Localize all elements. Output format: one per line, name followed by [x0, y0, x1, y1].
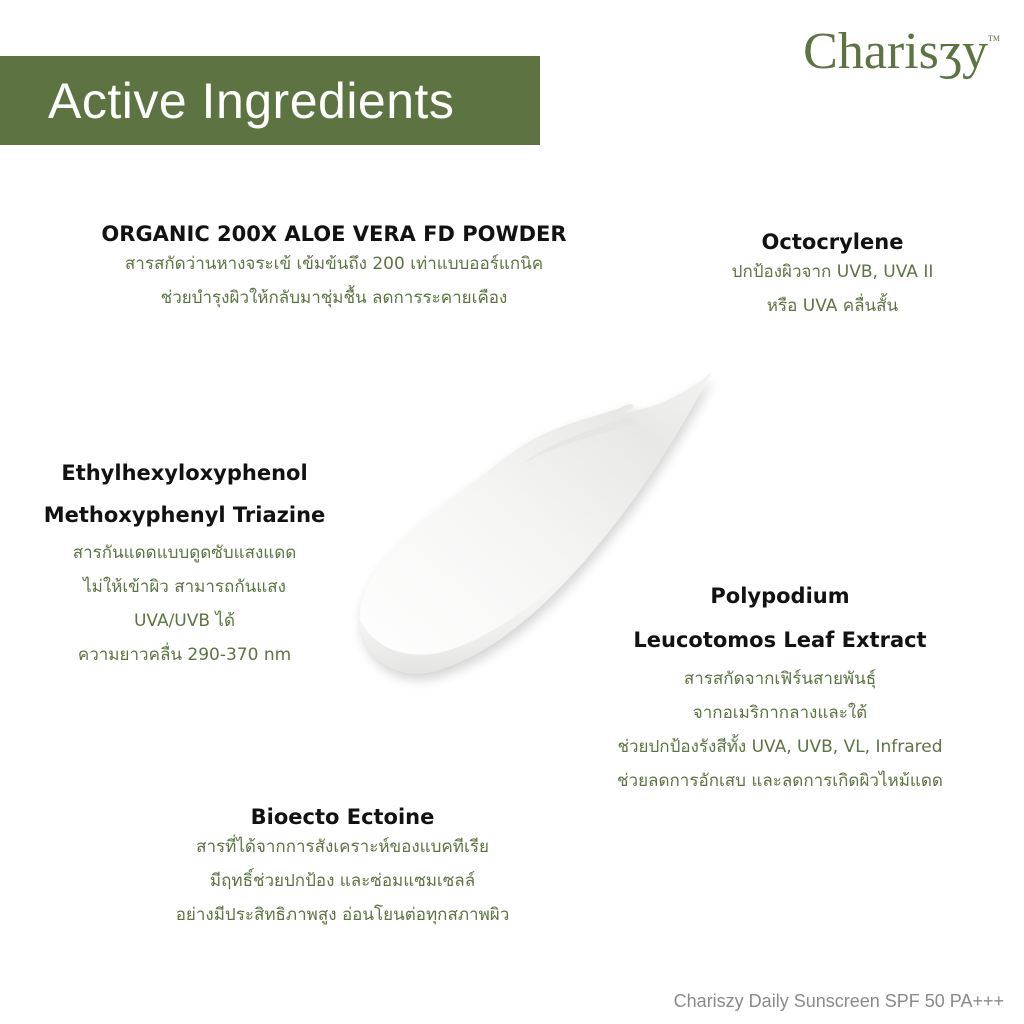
trademark-mark: TM: [988, 34, 1000, 43]
ingredient-description: [22, 536, 347, 672]
ingredient-octocrylene: [690, 230, 975, 323]
description-line: สารสกัดจากเฟิร์นสายพันธุ์: [683, 669, 877, 689]
ingredient-aloe-vera: [60, 222, 608, 315]
description-line: สารกันแดดแบบดูดซับแสงแดด: [72, 543, 297, 563]
description-line: สารที่ได้จากการสังเคราะห์ของแบคทีเรีย: [196, 837, 489, 858]
description-line: อย่างมีประสิทธิภาพสูง อ่อนโยนต่อทุกสภาพผิว: [175, 905, 510, 926]
ingredient-name: Octocrylene: [761, 230, 904, 254]
ingredient-polypodium: [570, 574, 990, 798]
description-line: ช่วยบำรุงผิวให้กลับมาชุ่มชื้น ลดการระคายเคือง: [160, 288, 508, 309]
ingredient-name: Bioecto Ectoine: [250, 805, 435, 829]
page-title: Active Ingredients: [48, 72, 455, 129]
description-line: มีฤทธิ์ช่วยปกป้อง และซ่อมแซมเซลล์: [209, 871, 476, 892]
title-banner: [0, 56, 540, 145]
ingredient-description: [690, 255, 975, 323]
ingredient-description: [570, 662, 990, 798]
ingredient-description: [110, 830, 575, 932]
ingredient-ethylhexyloxyphenol: [22, 452, 347, 672]
description-line: สารสกัดว่านหางจระเข้ เข้มข้นถึง 200 เท่าแบบออร์แกนิค: [124, 254, 544, 275]
ingredient-name-line: Ethylhexyloxyphenol: [61, 461, 308, 485]
description-line: UVA/UVB ได้: [133, 611, 236, 631]
description-line: จากอเมริกากลางและใต้: [692, 703, 868, 723]
ingredient-bioecto-ectoine: [110, 805, 575, 932]
ingredient-name-line: Polypodium: [710, 584, 850, 608]
description-line: หรือ UVA คลื่นสั้น: [766, 296, 899, 317]
description-line: ปกป้องผิวจาก UVB, UVA II: [731, 262, 934, 283]
ingredient-name-line: Methoxyphenyl Triazine: [43, 503, 326, 527]
ingredient-name: ORGANIC 200X ALOE VERA FD POWDER: [101, 222, 567, 246]
product-name-footer: Chariszy Daily Sunscreen SPF 50 PA+++: [673, 991, 1004, 1011]
brand-logo: [803, 22, 1000, 81]
ingredient-name: [22, 452, 347, 536]
description-line: ไม่ให้เข้าผิว สามารถกันแสง: [83, 577, 286, 597]
ingredient-name-line: Leucotomos Leaf Extract: [633, 628, 927, 652]
description-line: ความยาวคลื่น 290-370 nm: [77, 645, 292, 665]
description-line: ช่วยลดการอักเสบ และลดการเกิดผิวไหม้แดด: [617, 771, 943, 791]
ingredient-name: [570, 574, 990, 662]
logo-text: Charisʒy: [803, 23, 988, 80]
ingredient-description: [60, 247, 608, 315]
description-line: ช่วยปกป้องรังสีทั้ง UVA, UVB, VL, Infrared: [617, 737, 943, 757]
